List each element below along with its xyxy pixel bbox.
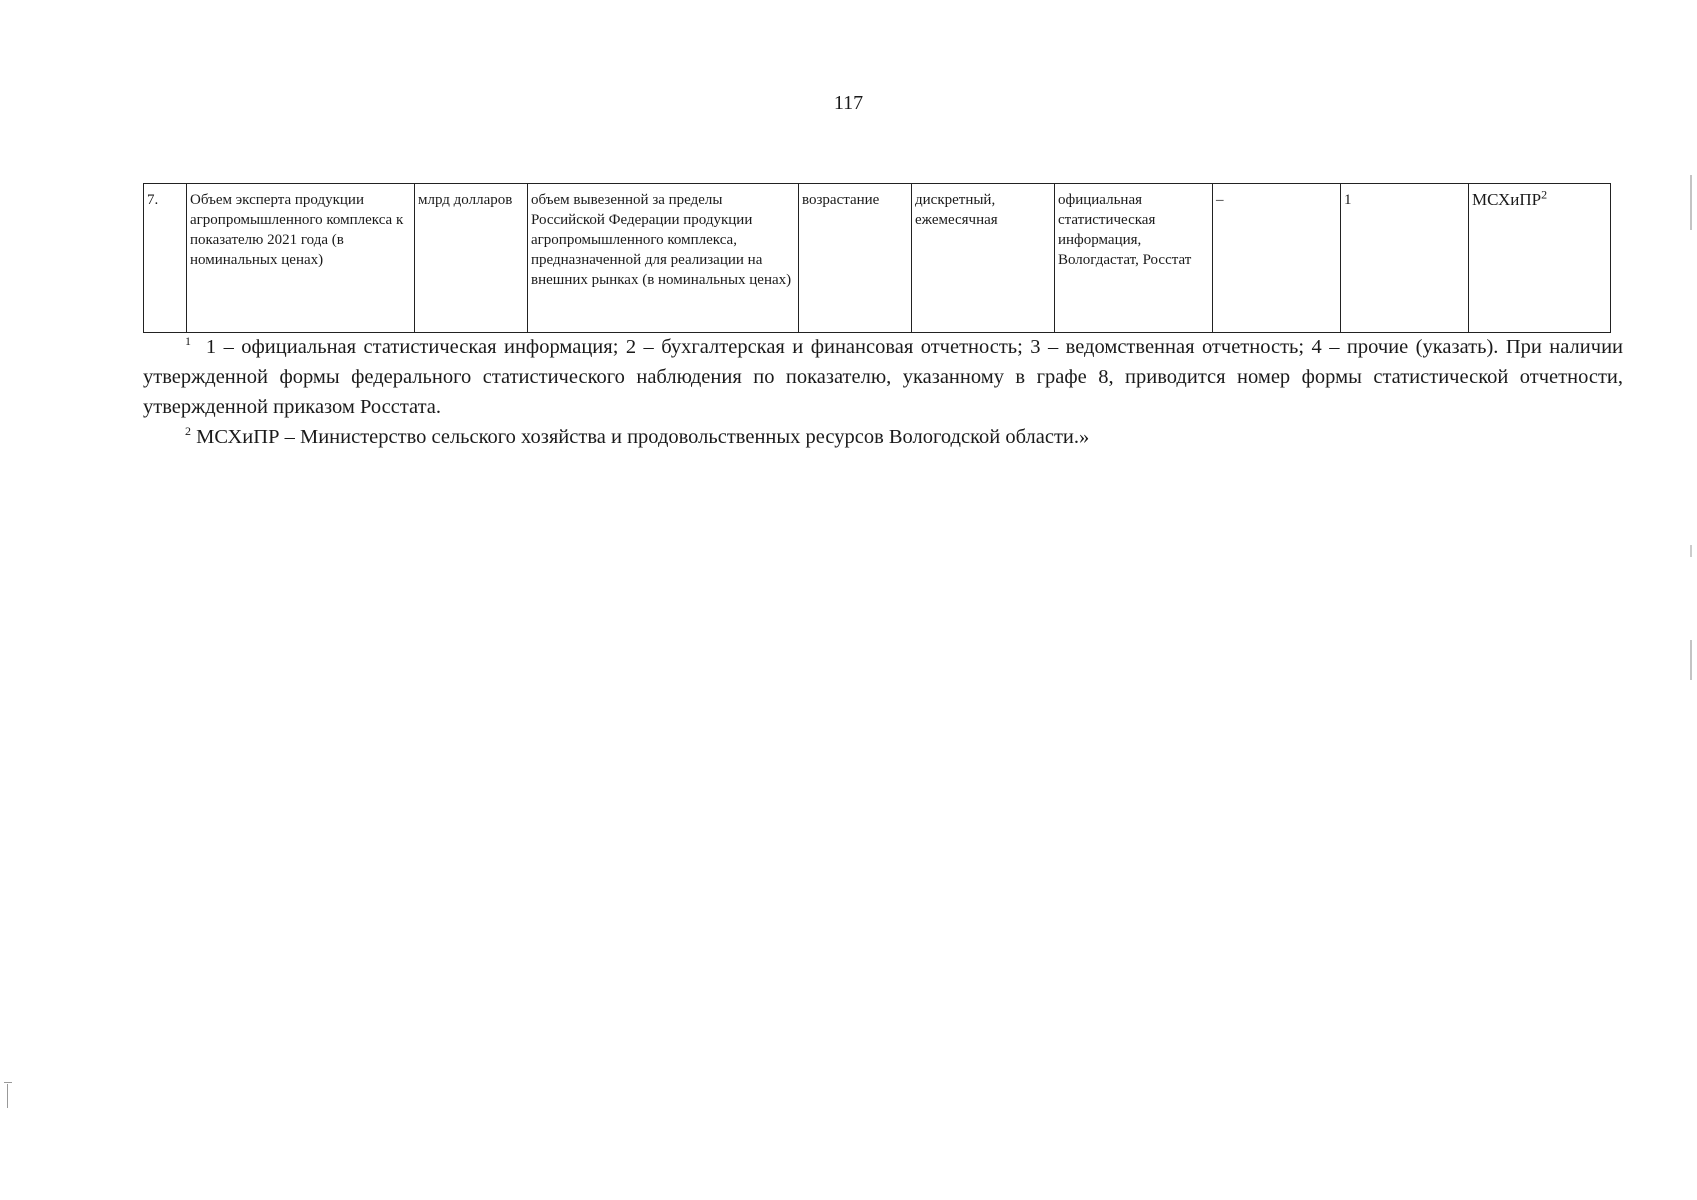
scan-mark [1690, 545, 1692, 557]
row-number-cell: 7. [144, 184, 187, 333]
footnote-2-text: МСХиПР – Министерство сельского хозяйства и продовольственных ресурсов Вологодской области.» [196, 426, 1090, 448]
table-row [144, 184, 1611, 333]
unit-cell: млрд долларов [415, 184, 528, 333]
scan-mark [4, 1082, 12, 1083]
responsible-footnote-ref: 2 [1541, 187, 1548, 202]
indicator-name-cell: Объем эксперта продукции агропромышленного комплекса к показателю 2021 года (в номинальных ценах) [187, 184, 415, 333]
definition-cell: объем вывезенной за пределы Российской Федерации продукции агропромышленного комплекса, предназначенной для реализации на внешних рынках (в номинальных ценах) [528, 184, 799, 333]
footnote-2 [143, 422, 1623, 452]
scan-mark [1690, 640, 1692, 680]
source-cell: официальная статистическая информация, Вологдастат, Росстат [1055, 184, 1213, 333]
footnote-1-text: 1 – официальная статистическая информация; 2 – бухгалтерская и финансовая отчетность; 3 – ведомственная отчетность; 4 – прочие (указать). При наличии утвержденной формы федерального статистического наблюдения по показателю, указанному в графе 8, приводится номер формы статистической отчетности, утвержденной приказом Росстата. [143, 336, 1624, 418]
method-cell: – [1213, 184, 1341, 333]
footnote-1-marker: 1 [185, 334, 191, 349]
data-type-cell: 1 [1341, 184, 1469, 333]
periodicity-cell: дискретный, ежемесячная [912, 184, 1055, 333]
page-number: 117 [833, 92, 864, 114]
scan-mark [7, 1084, 8, 1108]
indicator-table [143, 183, 1611, 333]
footnotes [143, 332, 1623, 452]
trend-cell: возрастание [799, 184, 912, 333]
responsible-cell [1469, 184, 1611, 333]
responsible-label: МСХиПР [1472, 190, 1542, 209]
footnote-2-marker: 2 [185, 424, 191, 439]
footnote-1 [143, 332, 1623, 422]
scan-mark [1690, 175, 1692, 230]
